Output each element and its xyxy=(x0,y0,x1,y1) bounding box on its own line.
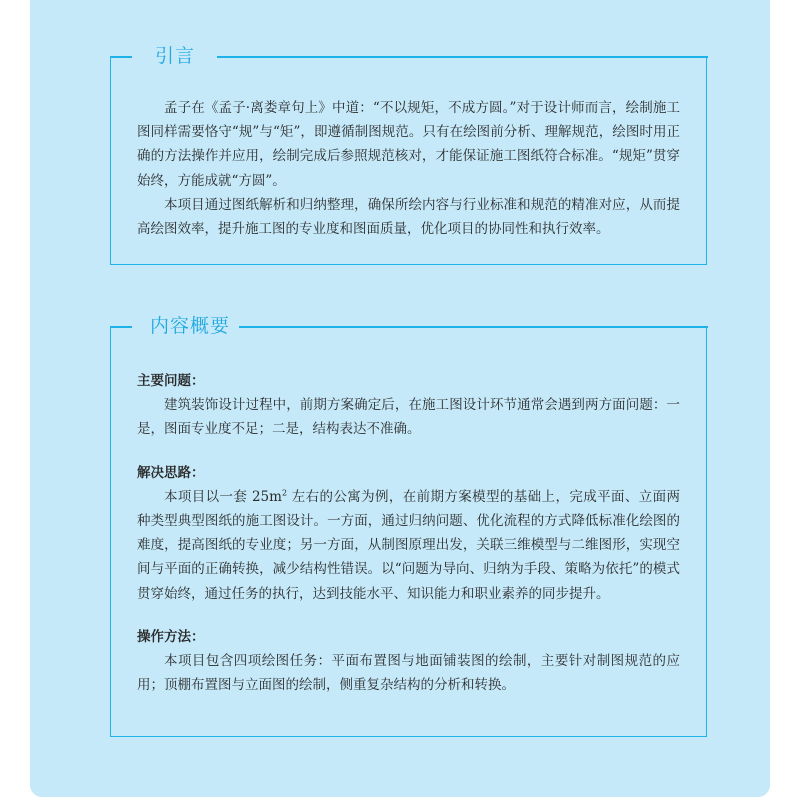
box-border-right-segment xyxy=(217,56,708,58)
intro-paragraph: 本项目通过图纸解析和归纳整理，确保所绘内容与行业标准和规范的精准对应，从而提高绘图效率，提升施工图的专业度和图面质量，优化项目的协同性和执行效率。 xyxy=(137,196,680,238)
method-heading: 操作方法： xyxy=(137,628,205,645)
solution-text-part: 本项目以一套 25m xyxy=(164,488,282,505)
summary-title: 内容概要 xyxy=(150,315,231,337)
method-text: 本项目包含四项绘图任务：平面布置图与地面铺装图的绘制，主要针对制图规范的应用；顶棚布置图与立面图的绘制，侧重复杂结构的分析和转换。 xyxy=(137,653,680,694)
solution-text-part: 左右的公寓为例，在前期方案模型的基础上，完成平面、立面两种类型典型图纸的施工图设计。一方面，通过归纳问题、优化流程的方式降低标准化绘图的难度，提高图纸的专业度；另一方面，从制图原理出发，关联三维模型与二维图形，实现空间与平面的正确转换，减少结构性错误。以“问题为导向、归纳为手段、策略为依托”的模式贯穿始终，通过任务的执行，达到技能水平、知识能力和职业素养的同步提升。 xyxy=(137,488,680,602)
intro-content xyxy=(137,96,680,241)
solution-text xyxy=(137,485,680,606)
main-problem-text: 建筑装饰设计过程中，前期方案确定后，在施工图设计环节通常会遇到两方面问题：一是，图面专业度不足；二是，结构表达不准确。 xyxy=(137,397,680,438)
intro-box xyxy=(110,45,707,265)
box-border-left-segment xyxy=(110,326,132,328)
solution-heading: 解决思路： xyxy=(137,464,205,481)
summary-content xyxy=(137,369,680,697)
superscript: 2 xyxy=(281,488,288,498)
intro-title: 引言 xyxy=(155,45,196,67)
box-border-left-segment xyxy=(110,56,132,58)
main-problem-heading: 主要问题： xyxy=(137,373,205,389)
summary-box xyxy=(110,315,707,737)
intro-paragraph: 孟子在《孟子·离娄章句上》中道：“不以规矩，不成方圆。”对于设计师而言，绘制施工图同样需要恪守“规”与“矩”，即遵循制图规范。只有在绘图前分析、理解规范，绘图时用正确的方法操作并应用，绘制完成后参照规范核对，才能保证施工图纸符合标准。“规矩”贯穿始终，方能成就“方圆”。 xyxy=(137,100,680,189)
box-border-right-segment xyxy=(239,326,708,328)
